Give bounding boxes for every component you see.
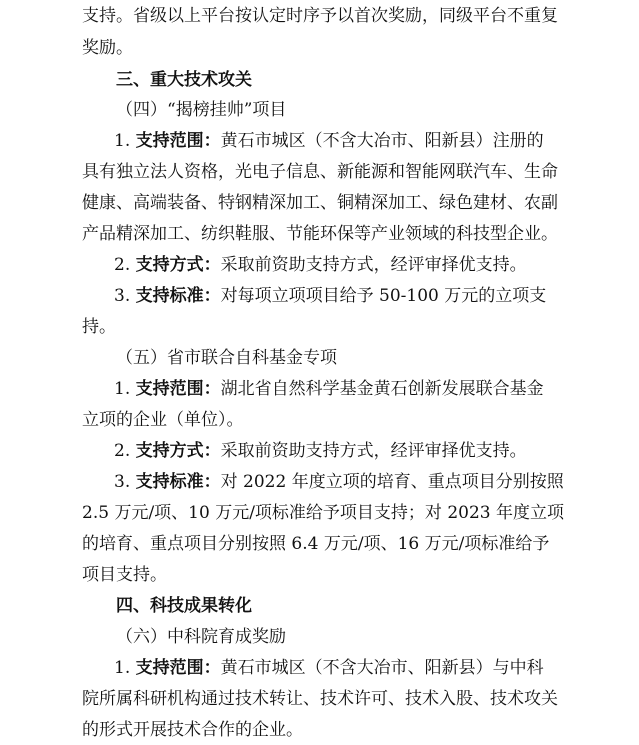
subsection-heading: （五）省市联合自科基金专项 — [116, 348, 337, 368]
item-label: 支持范围： — [135, 379, 221, 399]
subsection-heading: （六）中科院育成奖励 — [116, 627, 286, 647]
paragraph-line: 的形式开展技术合作的企业。 — [82, 720, 303, 740]
paragraph-line: 项目支持。 — [82, 565, 167, 585]
subsection-heading: （四）“揭榜挂帅”项目 — [116, 100, 287, 120]
paragraph-line: 3. 支持标准：对每项立项项目给予 50-100 万元的立项支 — [114, 286, 547, 306]
paragraph-line: 奖励。 — [82, 38, 133, 58]
item-label: 支持范围： — [135, 131, 221, 151]
paragraph-line: 的培育、重点项目分别按照 6.4 万元/项、16 万元/项标准给予 — [82, 534, 550, 554]
paragraph-line: 2.5 万元/项、10 万元/项标准给予项目支持；对 2023 年度立项 — [82, 503, 565, 523]
paragraph-line: 2. 支持方式：采取前资助支持方式，经评审择优支持。 — [114, 255, 527, 275]
paragraph-line: 院所属科研机构通过技术转让、技术许可、技术入股、技术攻关 — [82, 689, 558, 709]
paragraph-line: 3. 支持标准：对 2022 年度立项的培育、重点项目分别按照 — [114, 472, 564, 492]
item-label: 支持范围： — [135, 658, 221, 678]
paragraph-line: 1. 支持范围：黄石市城区（不含大冶市、阳新县）注册的 — [114, 131, 544, 151]
paragraph-line: 1. 支持范围：黄石市城区（不含大冶市、阳新县）与中科 — [114, 658, 544, 678]
section-heading: 四、科技成果转化 — [116, 596, 252, 616]
paragraph-line: 立项的企业（单位）。 — [82, 410, 244, 430]
paragraph-line: 支持。省级以上平台按认定时序予以首次奖励，同级平台不重复 — [82, 6, 558, 26]
paragraph-line: 产品精深加工、纺织鞋服、节能环保等产业领域的科技型企业。 — [82, 224, 558, 244]
item-label: 支持方式： — [135, 255, 221, 275]
item-label: 支持标准： — [135, 286, 221, 306]
paragraph-line: 健康、高端装备、特钢精深加工、铜精深加工、绿色建材、农副 — [82, 193, 558, 213]
paragraph-line: 2. 支持方式：采取前资助支持方式，经评审择优支持。 — [114, 441, 527, 461]
item-label: 支持标准： — [135, 472, 221, 492]
item-label: 支持方式： — [135, 441, 221, 461]
paragraph-line: 持。 — [82, 317, 116, 337]
section-heading: 三、重大技术攻关 — [116, 70, 252, 90]
paragraph-line: 1. 支持范围：湖北省自然科学基金黄石创新发展联合基金 — [114, 379, 544, 399]
paragraph-line: 具有独立法人资格，光电子信息、新能源和智能网联汽车、生命 — [82, 162, 558, 182]
